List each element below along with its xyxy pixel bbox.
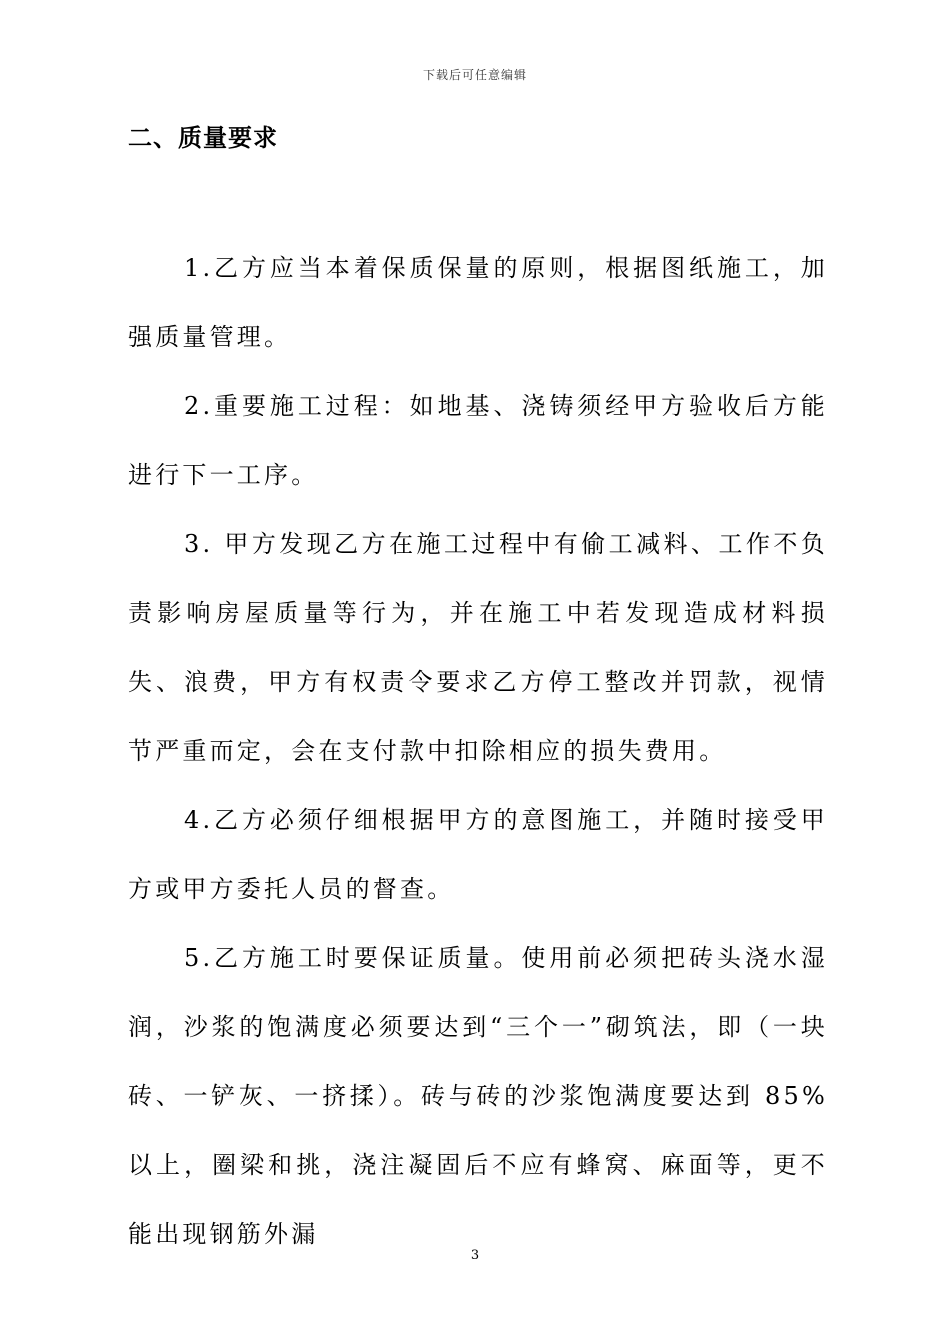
document-body xyxy=(128,234,828,1269)
paragraph-3: 3. 甲方发现乙方在施工过程中有偷工减料、工作不负责影响房屋质量等行为，并在施工中若发现造成材料损失、浪费，甲方有权责令要求乙方停工整改并罚款，视情节严重而定，会在支付款中扣除相应的损失费用。 xyxy=(128,530,828,765)
paragraph-5: 5.乙方施工时要保证质量。使用前必须把砖头浇水湿润，沙浆的饱满度必须要达到“三个一”砌筑法，即（一块砖、一铲灰、一挤揉）。砖与砖的沙浆饱满度要达到 85%以上，圈梁和挑，浇注凝固后不应有蜂窝、麻面等，更不能出现钢筋外漏 xyxy=(128,944,828,1248)
paragraph-2: 2.重要施工过程：如地基、浇铸须经甲方验收后方能进行下一工序。 xyxy=(128,392,828,489)
paragraph-4: 4.乙方必须仔细根据甲方的意图施工，并随时接受甲方或甲方委托人员的督查。 xyxy=(128,806,828,903)
paragraph-1: 1.乙方应当本着保质保量的原则，根据图纸施工，加强质量管理。 xyxy=(128,254,828,351)
page-header-note: 下载后可任意编辑 xyxy=(422,68,527,82)
section-title: 二、质量要求 xyxy=(128,124,278,152)
page-number: 3 xyxy=(470,1248,480,1263)
